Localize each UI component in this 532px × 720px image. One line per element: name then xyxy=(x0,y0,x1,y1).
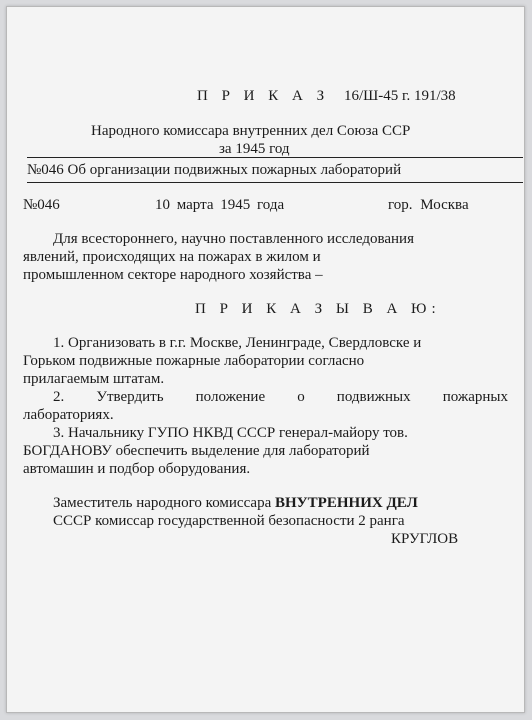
signature-title: Заместитель народного комиссара xyxy=(53,495,275,511)
bottom-rule xyxy=(27,182,523,183)
item-2-line-1 xyxy=(53,388,508,406)
issuer-line-2: за 1945 год xyxy=(219,141,290,157)
order-date: 10 марта 1945 года xyxy=(155,197,285,213)
item-2-word: пожарных xyxy=(442,389,508,405)
item-2-word: 2. xyxy=(53,389,65,405)
order-directive: П Р И К А З Ы В А Ю: xyxy=(195,301,441,317)
item-3-line-2: БОГДАНОВУ обеспечить выделение для лабораторий xyxy=(23,443,370,459)
signature-line-1 xyxy=(53,494,418,512)
subject-line: №046 Об организации подвижных пожарных лабораторий xyxy=(27,162,402,178)
issuer-line-1: Народного комиссара внутренних дел Союза ССР xyxy=(91,123,411,139)
item-1-line-1: 1. Организовать в г.г. Москве, Ленинграде, Свердловске и xyxy=(53,335,422,351)
order-number: №046 xyxy=(23,197,60,213)
preamble-line-3: промышленном секторе народного хозяйства – xyxy=(23,267,323,283)
item-2-line-2: лабораториях. xyxy=(23,407,114,423)
signature-line-2: СССР комиссар государственной безопасности 2 ранга xyxy=(53,513,405,529)
item-3-line-3: автомашин и подбор оборудования. xyxy=(23,461,251,477)
item-2-word: подвижных xyxy=(336,389,411,405)
item-3-line-1: 3. Начальнику ГУПО НКВД СССР генерал-майору тов. xyxy=(53,425,408,441)
top-rule xyxy=(27,157,523,158)
document-title: П Р И К А З xyxy=(197,88,330,104)
preamble-line-2: явлений, происходящих на пожарах в жилом и xyxy=(23,249,321,265)
order-place: гор. Москва xyxy=(388,197,469,213)
item-2-word: Утвердить xyxy=(96,389,164,405)
document-page xyxy=(6,6,525,713)
registration-reference: 16/Ш-45 г. 191/38 xyxy=(344,88,456,104)
item-1-line-3: прилагаемым штатам. xyxy=(23,371,165,387)
item-1-line-2: Горьком подвижные пожарные лаборатории согласно xyxy=(23,353,365,369)
signature-title-emphasis: ВНУТРЕННИХ ДЕЛ xyxy=(275,495,418,511)
preamble-line-1: Для всестороннего, научно поставленного исследования xyxy=(53,231,414,247)
item-2-word: положение xyxy=(195,389,266,405)
signatory-name: КРУГЛОВ xyxy=(391,531,459,547)
item-2-word: о xyxy=(297,389,305,405)
